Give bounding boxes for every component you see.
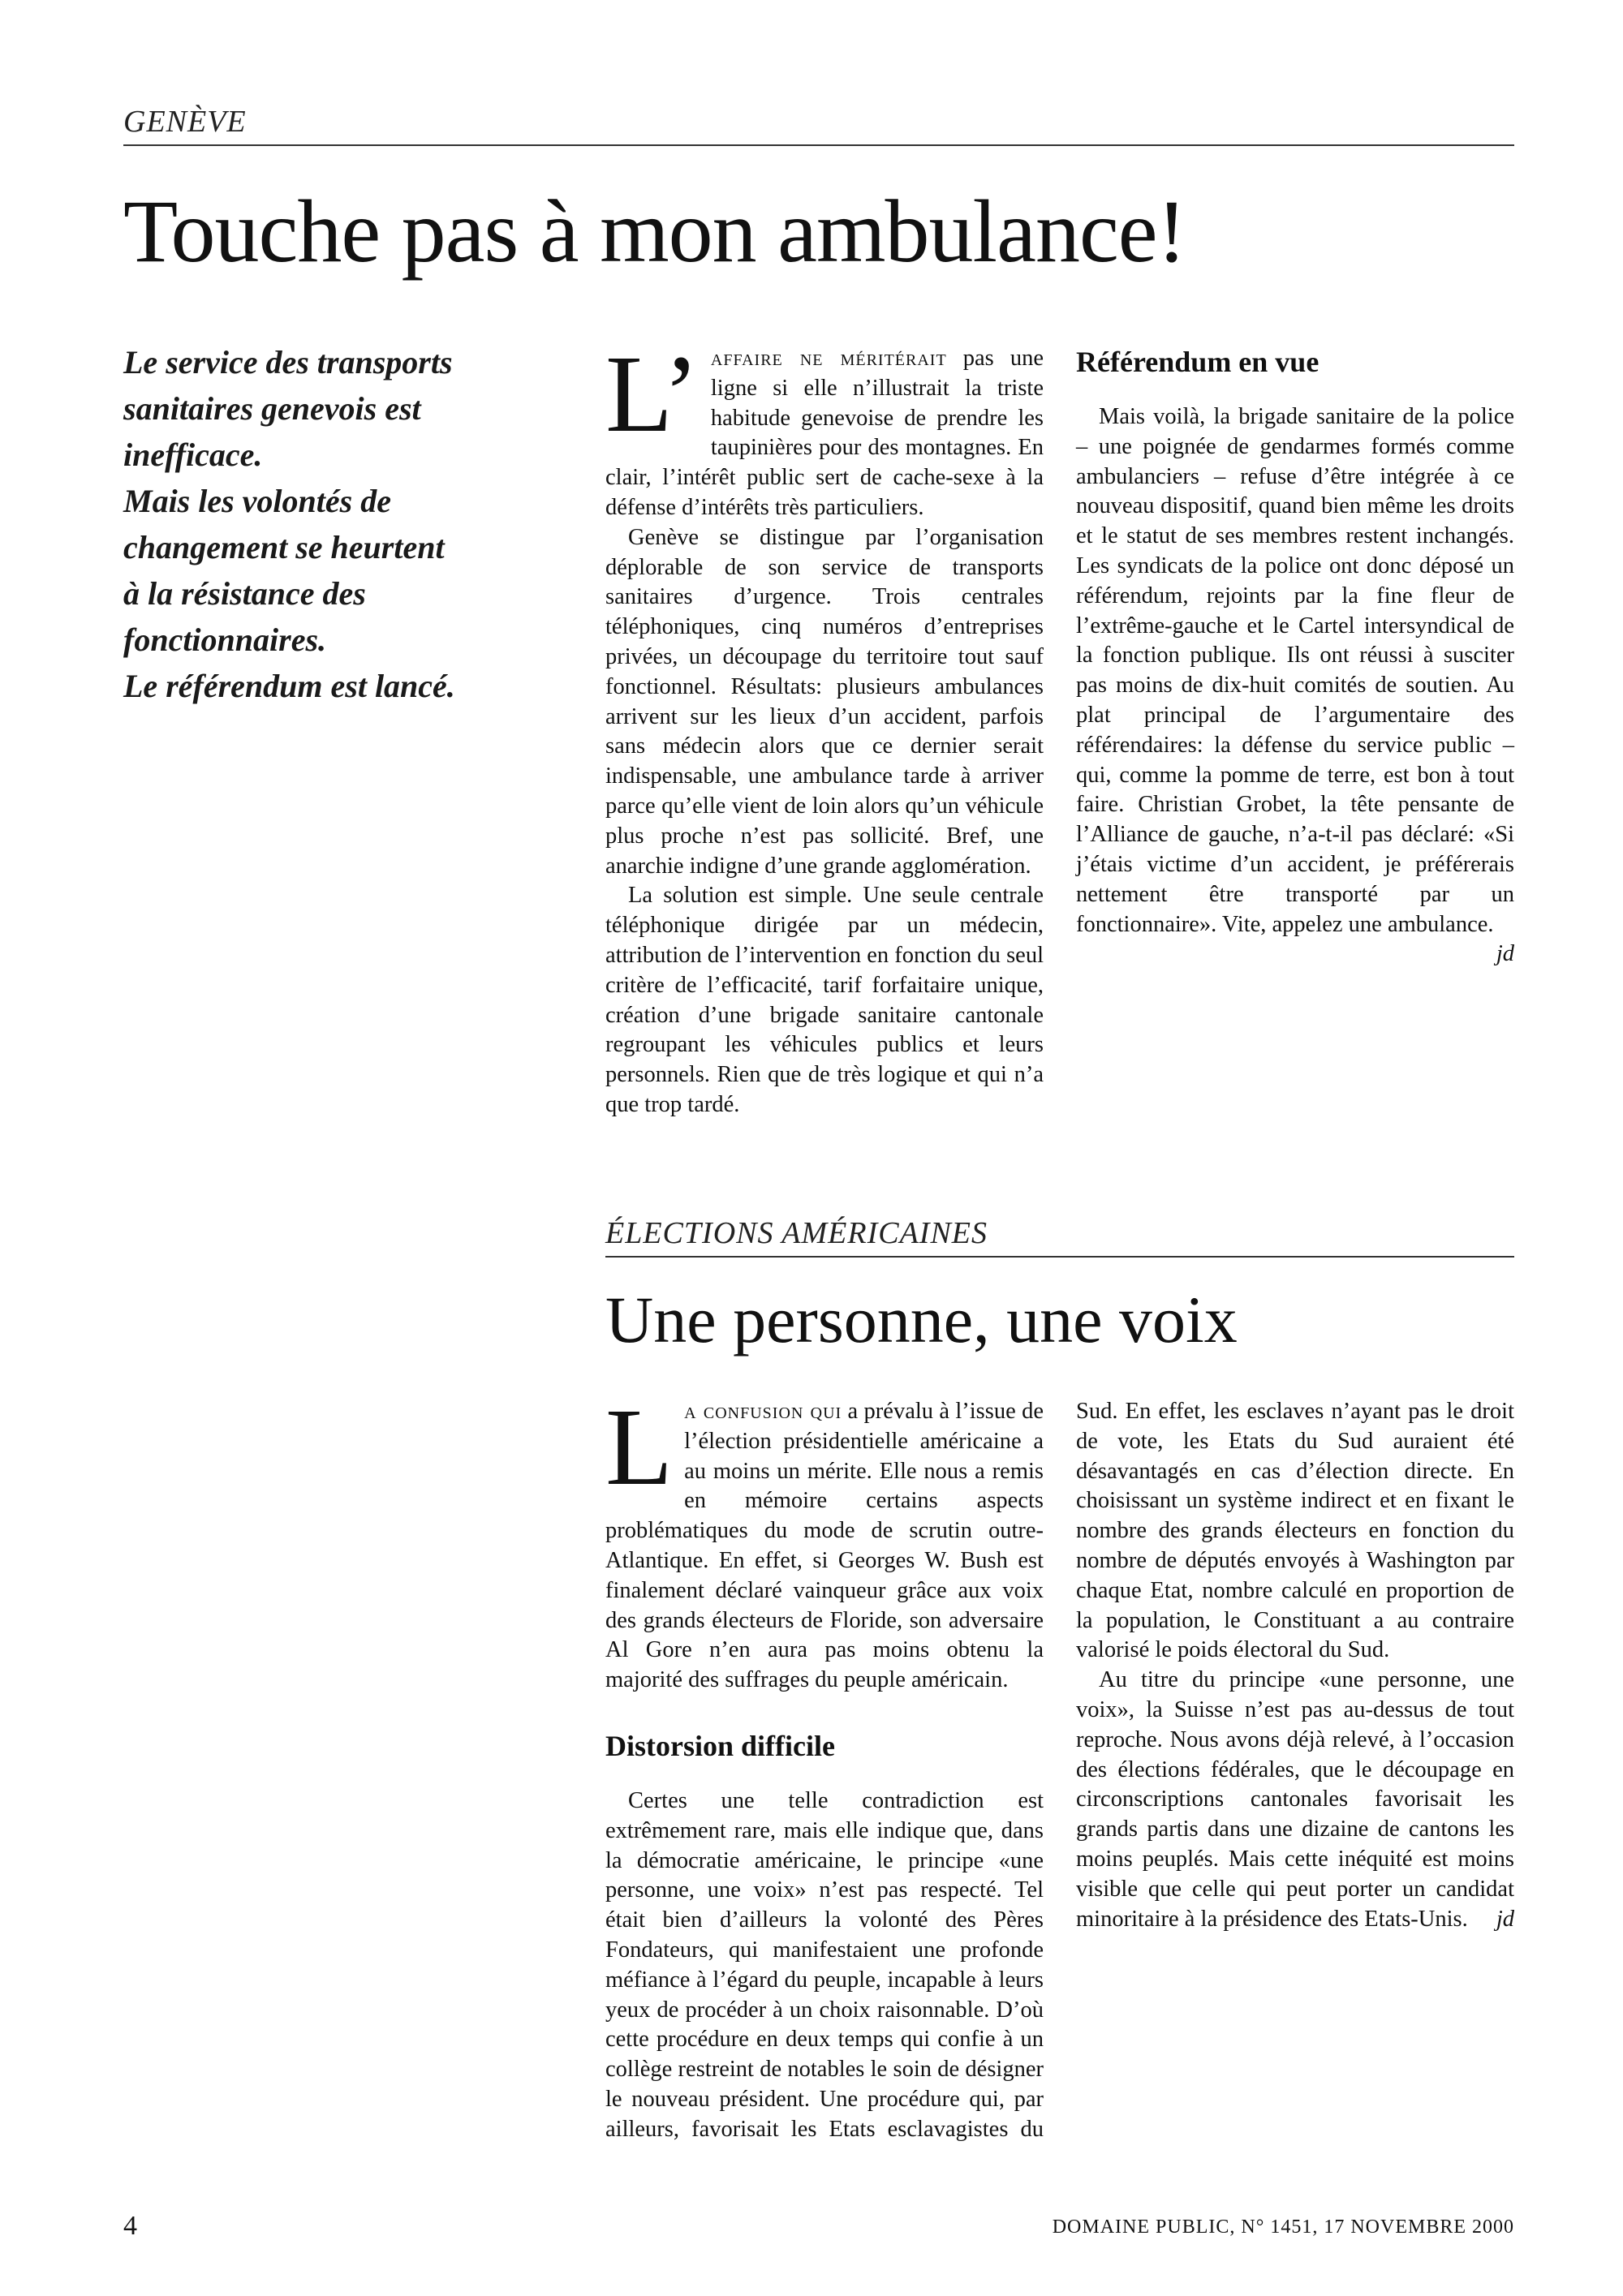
paragraph-text: a prévalu à l’issue de l’élection présidentielle américaine a au moins un mérite. Elle nous a remis en mémoire certains aspects problématiques du mode de scrutin outre-Atlantique. En effet, si Georges W. Bush est finalement déclaré vainqueur grâce aux voix des grands électeurs de Floride, son adversaire Al Gore n’en aura pas moins obtenu la majorité des suffrages du peuple américain. [605, 1399, 1044, 1693]
smallcaps-opening: affaire ne méritérait [710, 346, 947, 371]
lead-line: à la résistance des [123, 575, 366, 612]
dropcap: L [605, 1387, 674, 1508]
page-number: 4 [123, 2211, 137, 2241]
author-signature: jd [1496, 1906, 1514, 1932]
lead-line: fonctionnaires. [123, 621, 327, 658]
lead-line: changement se heurtent [123, 529, 445, 565]
smallcaps-opening: a confusion qui [684, 1399, 842, 1424]
article2-body [605, 1387, 1514, 2168]
section-label-geneve: GENÈVE [123, 104, 1514, 146]
paragraph-text: pas une ligne si elle n’illustrait la triste habitude genevoise de prendre les taupinières pour des montagnes. En clair, l’intérêt public sert de cache-sexe à la défense d’intérêts très particuliers. [605, 346, 1044, 520]
article1-lead [123, 339, 545, 709]
article1-paragraph-3: La solution est simple. Une seule centrale téléphonique dirigée par un médecin, attribution de l’intervention en fonction du seul critère de l’efficacité, tarif forfaitaire unique, création d’une brigade sanitaire cantonale regroupant les véhicules publics et leurs personnels. Rien que de très logique et qui n’a que trop tardé. [605, 883, 1044, 1117]
dropcap: L’ [605, 333, 700, 455]
lead-line: Le référendum est lancé. [123, 668, 455, 704]
paragraph-text: Au titre du principe «une personne, une voix», la Suisse n’est pas au-dessus de tout reproche. Nous avons déjà relevé, à l’occasion des élections fédérales, que le découpage en circonscriptions cantonales favorisait les grands partis dans une dizaine de cantons les moins peuplés. Mais cette inéquité est moins visible que celle qui peut porter un candidat minoritaire à la présidence des Etats-Unis. [1076, 1667, 1514, 1932]
publication-info: DOMAINE PUBLIC, N° 1451, 17 NOVEMBRE 2000 [1052, 2216, 1514, 2238]
article2-paragraph-2: Certes une telle contradiction est extrêmement rare, mais elle indique que, dans la démocratie américaine, le principe «une personne, une voix» n’est pas respecté. Tel était bien d’ailleurs la volonté des Pères Fondateurs, qui manifestaient une profonde méfiance à l’égard du peuple, incapable à leurs yeux de procéder à un choix raisonnable. D’où cette procédure en deux temps qui confie à un collège restreint de notables le soin de désigner le nouveau président. Une procédure qui, par ailleurs, favorisait les Etats esclavagistes du Sud. En effet, les esclaves n’ayant pas le droit de vote, les Etats du Sud auraient été désavantagés en cas d’élection directe. En choisissant un système indirect et en fixant le nombre des grands électeurs en fonction du nombre de députés envoyés à Washington par chaque Etat, nombre calculé en proportion de la population, le Constituant a au contraire valorisé le poids électoral du Sud. [605, 1399, 1514, 2142]
article1-paragraph-1 [605, 333, 1044, 523]
article2-subhead: Distorsion difficile [605, 1729, 835, 1762]
article1-paragraph-4 [1076, 402, 1514, 967]
lead-line: Mais les volontés de [123, 483, 391, 519]
article1-body [605, 333, 1514, 1155]
article1-subhead: Référendum en vue [1076, 346, 1319, 378]
article2-headline: Une personne, une voix [605, 1283, 1238, 1357]
lead-line: sanitaires genevois est [123, 390, 421, 427]
author-signature: jd [1496, 941, 1514, 967]
article1-headline: Touche pas à mon ambulance! [123, 182, 1186, 281]
paragraph-text: Mais voilà, la brigade sanitaire de la police – une poignée de gendarmes formés comme ambulanciers – refuse d’être intégrée à ce nouveau dispositif, quand bien même les droits et le statut de ses membres restent inchangés. Les syndicats de la police ont donc déposé un référendum, rejoints par la fine fleur de l’extrême-gauche et le Cartel intersyndical de la fonction publique. Ils ont réussi à susciter pas moins de dix-huit comités de soutien. Au plat principal de l’argumentaire des référendaires: la défense du service public – qui, comme la pomme de terre, est bon à tout faire. Christian Grobet, la tête pensante de l’Alliance de gauche, n’a-t-il pas déclaré: «Si j’étais victime d’un accident, je préférerais nettement être transporté par un fonctionnaire». Vite, appelez une ambulance. [1076, 404, 1514, 937]
lead-line: inefficace. [123, 436, 263, 473]
lead-line: Le service des transports [123, 344, 453, 381]
article1-paragraph-2: Genève se distingue par l’organisation déplorable de son service de transports sanitaires d’urgence. Trois centrales téléphoniques, cinq numéros d’entreprises privées, un découpage du territoire tout sauf fonctionnel. Résultats: plusieurs ambulances arrivent sur les lieux d’un accident, parfois sans médecin alors que ce dernier serait indispensable, une ambulance tarde à arriver parce qu’elle vient de loin alors qu’un véhicule plus proche n’est pas sollicité. Bref, une anarchie indigne d’une grande agglomération. [605, 524, 1044, 879]
article2-paragraph-1 [605, 1387, 1044, 1696]
article2-paragraph-3 [1076, 1666, 1514, 1934]
section-label-elections: ÉLECTIONS AMÉRICAINES [605, 1215, 1514, 1258]
